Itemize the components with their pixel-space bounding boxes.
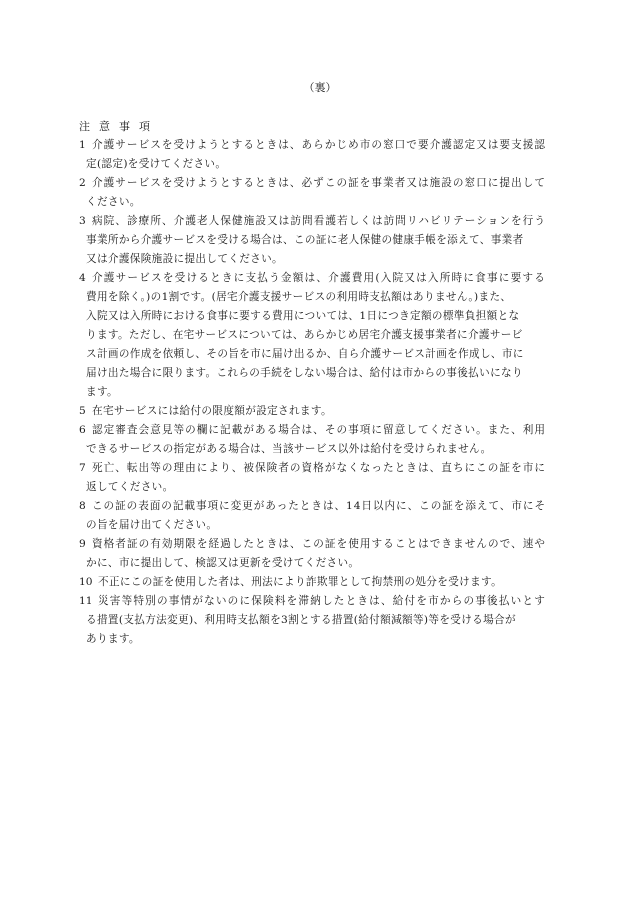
list-item bbox=[79, 497, 553, 535]
item-text-line: 費用を除く。)の1割です。(居宅介護支援サービスの利用時支払額はありません。)また、 bbox=[86, 291, 512, 303]
item-text-line: 不正にこの証を使用した者は、刑法により詐欺罪として拘禁刑の処分を受けます。 bbox=[98, 576, 503, 588]
list-item bbox=[79, 174, 553, 212]
item-number: 3 bbox=[79, 215, 86, 227]
list-item bbox=[79, 421, 553, 459]
item-text-line: あります。 bbox=[86, 633, 140, 645]
item-text-line: 災害等特別の事情がないのに保険料を滞納したときは、給付を市からの事後払いとす bbox=[98, 595, 547, 607]
page-title: （裏） bbox=[303, 81, 337, 94]
item-text-line: ります。ただし、在宅サービスについては、あらかじめ居宅介護支援事業者に介護サービ bbox=[86, 329, 523, 341]
item-number: 8 bbox=[79, 500, 86, 512]
item-text-line: 資格者証の有効期限を経過したときは、この証を使用することはできませんので、速や bbox=[92, 538, 547, 550]
item-number: 5 bbox=[79, 405, 86, 417]
item-text-line: 介護サービスを受けようとするときは、あらかじめ市の窓口で要介護認定又は要支援認 bbox=[92, 139, 546, 151]
list-item bbox=[79, 573, 553, 592]
item-text-line: 事業所から介護サービスを受ける場合は、この証に老人保健の健康手帳を添えて、事業者 bbox=[86, 234, 524, 246]
item-text-line: 病院、診療所、介護老人保健施設又は訪問看護若しくは訪問リハビリテーションを行う bbox=[92, 215, 547, 227]
list-item bbox=[79, 592, 553, 649]
item-text-line: 死亡、転出等の理由により、被保険者の資格がなくなったときは、直ちにこの証を市に bbox=[92, 462, 546, 474]
list-item bbox=[79, 459, 553, 497]
list-item bbox=[79, 269, 553, 402]
item-text-line: 介護サービスを受けようとするときは、必ずこの証を事業者又は施設の窓口に提出して bbox=[92, 177, 546, 189]
item-number: 9 bbox=[79, 538, 86, 550]
list-item bbox=[79, 212, 553, 269]
item-number: 10 bbox=[79, 576, 93, 588]
item-text-line: 入院又は入所時における食事に要する費用については、1日につき定額の標準負担額とな bbox=[86, 310, 520, 322]
item-text-line: かに、市に提出して、検認又は更新を受けてください。 bbox=[86, 557, 360, 569]
notes-list bbox=[79, 136, 553, 649]
item-text-line: 認定審査会意見等の欄に記載がある場合は、その事項に留意してください。また、利用 bbox=[92, 424, 546, 436]
item-text-line: この証の表面の記載事項に変更があったときは、14日以内に、この証を添えて、市にそ bbox=[92, 500, 547, 512]
list-item bbox=[79, 402, 553, 421]
item-text-line: ス計画の作成を依頼し、その旨を市に届け出るか、自ら介護サービス計画を作成し、市に bbox=[86, 348, 524, 360]
list-item bbox=[79, 136, 553, 174]
list-item bbox=[79, 535, 553, 573]
item-text-line: 定(認定)を受けてください。 bbox=[86, 158, 227, 170]
item-number: 6 bbox=[79, 424, 86, 436]
item-text-line: ます。 bbox=[86, 386, 118, 398]
item-text-line: の旨を届け出てください。 bbox=[86, 519, 218, 531]
section-heading: 注意事項 bbox=[79, 120, 159, 133]
item-number: 7 bbox=[79, 462, 86, 474]
item-text-line: 介護サービスを受けるときに支払う金額は、介護費用(入院又は入所時に食事に要する bbox=[92, 272, 546, 284]
item-text-line: できるサービスの指定がある場合は、当該サービス以外は給付を受けられません。 bbox=[86, 443, 492, 455]
item-number: 4 bbox=[79, 272, 86, 284]
item-text-line: ください。 bbox=[86, 196, 141, 208]
item-text-line: 届け出た場合に限ります。これらの手続をしない場合は、給付は市からの事後払いになり bbox=[86, 367, 523, 379]
item-text-line: 返してください。 bbox=[86, 481, 174, 493]
item-number: 1 bbox=[79, 139, 86, 151]
document-page bbox=[79, 78, 553, 649]
item-number: 11 bbox=[79, 595, 93, 607]
item-text-line: 又は介護保険施設に提出してください。 bbox=[86, 253, 283, 265]
item-text-line: る措置(支払方法変更)、利用時支払額を3割とする措置(給付額減額等)等を受ける場合が bbox=[86, 614, 516, 626]
item-number: 2 bbox=[79, 177, 86, 189]
item-text-line: 在宅サービスには給付の限度額が設定されます。 bbox=[92, 405, 332, 417]
